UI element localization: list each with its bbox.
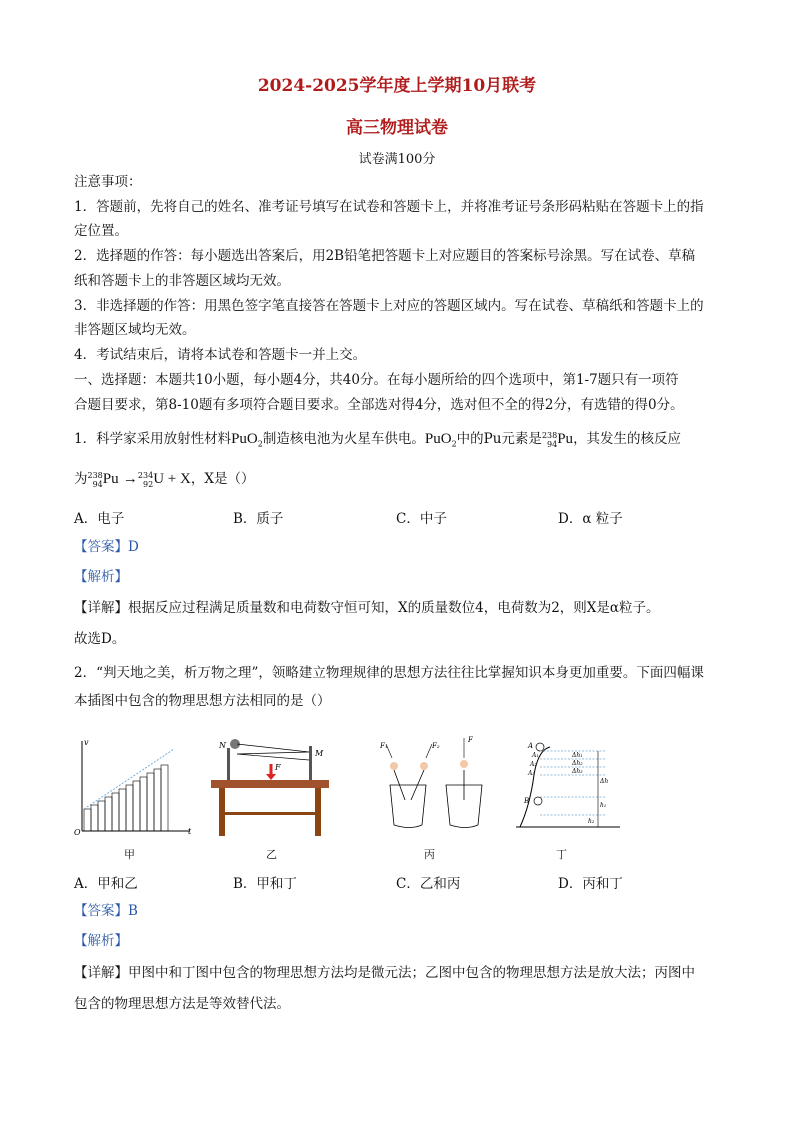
label-h2: h₂ <box>588 818 595 825</box>
note-line: 纸和答题卡上的非答题区域均无效。 <box>74 273 290 289</box>
note-line: 3．非选择题的作答：用黑色签字笔直接答在答题卡上对应的答题区域内。写在试卷、草稿纸和答题卡上的 <box>74 298 704 314</box>
exam-title: 2024-2025学年度上学期10月联考 <box>257 76 537 96</box>
mirror-n <box>227 748 230 780</box>
mirror-m <box>309 746 312 780</box>
q1-answer: 【答案】D <box>74 539 139 555</box>
figure-yi <box>205 730 335 840</box>
label-h1: h₁ <box>600 802 607 809</box>
q1-stem-line1: 1．科学家采用放射性材料PuO$_2$制造核电池为火星车供电。PuO$_2$中的Pu元素是238 94Pu，其发生的核反应 <box>74 430 682 449</box>
label-a: A <box>528 742 534 750</box>
q1-option-a: A．电子 <box>74 511 125 527</box>
label-b: B <box>524 797 530 805</box>
label-dh3: Δh₃ <box>572 768 583 775</box>
q2-stem-line1: 2．“判天地之美，析万物之理”，领略建立物理规律的思想方法往往比掌握知识本身更加重要。下面四幅课 <box>74 665 704 681</box>
figure-bing <box>380 730 500 840</box>
q2-analysis: 【解析】 <box>74 933 128 949</box>
label-a2: A₂ <box>530 761 537 768</box>
label-a3: A₃ <box>528 770 535 777</box>
label-dh: Δh <box>600 778 609 785</box>
note-line: 2．选择题的作答：每小题选出答案后，用2B铅笔把答题卡上对应题目的答案标号涂黑。写在试卷、草稿 <box>74 248 696 264</box>
caption-yi: 乙 <box>266 848 277 861</box>
q1-detail: 【详解】根据反应过程满足质量数和电荷数守恒可知，X的质量数位4，电荷数为2，则X是α粒子。 <box>74 600 660 616</box>
label-dh1: Δh₁ <box>572 752 583 759</box>
note-line: 定位置。 <box>74 223 128 239</box>
q1-option-b: B．质子 <box>233 511 284 527</box>
q2-stem-line2: 本插图中包含的物理思想方法相同的是（） <box>74 693 331 709</box>
label-f2: F₂ <box>432 742 440 750</box>
exam-subtitle: 高三物理试卷 <box>346 118 448 138</box>
note-line: 1．答题前，先将自己的姓名、准考证号填写在试卷和答题卡上，并将准考证号条形码粘贴在答题卡上的指 <box>74 199 704 215</box>
label-a1: A₁ <box>532 752 539 759</box>
bucket-left <box>390 785 426 828</box>
axis-v-label: v <box>84 738 89 747</box>
table-top <box>211 780 329 788</box>
q1-analysis: 【解析】 <box>74 569 128 585</box>
axis-origin-label: O <box>74 828 81 837</box>
label-f: F <box>468 736 473 744</box>
q1-option-d: D．α 粒子 <box>558 511 623 527</box>
trend-line <box>84 749 174 809</box>
label-dh2: Δh₂ <box>572 760 583 767</box>
bar-steps <box>84 765 168 831</box>
axis-t-label: t <box>188 827 192 836</box>
caption-jia: 甲 <box>124 848 135 861</box>
label-m: M <box>315 749 324 758</box>
q1-conclusion: 故选D。 <box>74 631 126 647</box>
q1-stem-line2: 为238 94Pu →234 92U + X，X是（） <box>74 470 255 489</box>
caption-ding: 丁 <box>556 848 567 861</box>
q2-option-b: B．甲和丁 <box>233 876 297 892</box>
q2-detail-line1: 【详解】甲图中和丁图中包含的物理思想方法均是微元法；乙图中包含的物理思想方法是放大法；丙图中 <box>74 965 695 981</box>
label-n: N <box>219 741 226 750</box>
q2-detail-line2: 包含的物理思想方法是等效替代法。 <box>74 996 290 1012</box>
note-line: 非答题区域均无效。 <box>74 322 196 338</box>
caption-bing: 丙 <box>424 848 435 861</box>
label-f: F <box>275 763 281 772</box>
section-line: 合题目要求，第8-10题有多项符合题目要求。全部选对得4分，选对但不全的得2分，有选错的得0分。 <box>74 397 684 413</box>
q1-option-c: C．中子 <box>396 511 447 527</box>
q2-option-a: A．甲和乙 <box>74 876 138 892</box>
note-line: 4．考试结束后，请将本试卷和答题卡一并上交。 <box>74 347 367 363</box>
q2-option-c: C．乙和丙 <box>396 876 461 892</box>
figure-jia <box>70 735 195 840</box>
figure-ding <box>510 735 630 835</box>
score-note: 试卷满100分 <box>358 152 436 167</box>
label-f1: F₁ <box>380 742 388 750</box>
q2-option-d: D．丙和丁 <box>558 876 623 892</box>
notes-heading: 注意事项： <box>74 174 142 190</box>
q2-answer: 【答案】B <box>74 903 138 919</box>
section-line: 一、选择题：本题共10小题，每小题4分，共40分。在每小题所给的四个选项中，第1-7题只有一项符 <box>74 372 679 388</box>
